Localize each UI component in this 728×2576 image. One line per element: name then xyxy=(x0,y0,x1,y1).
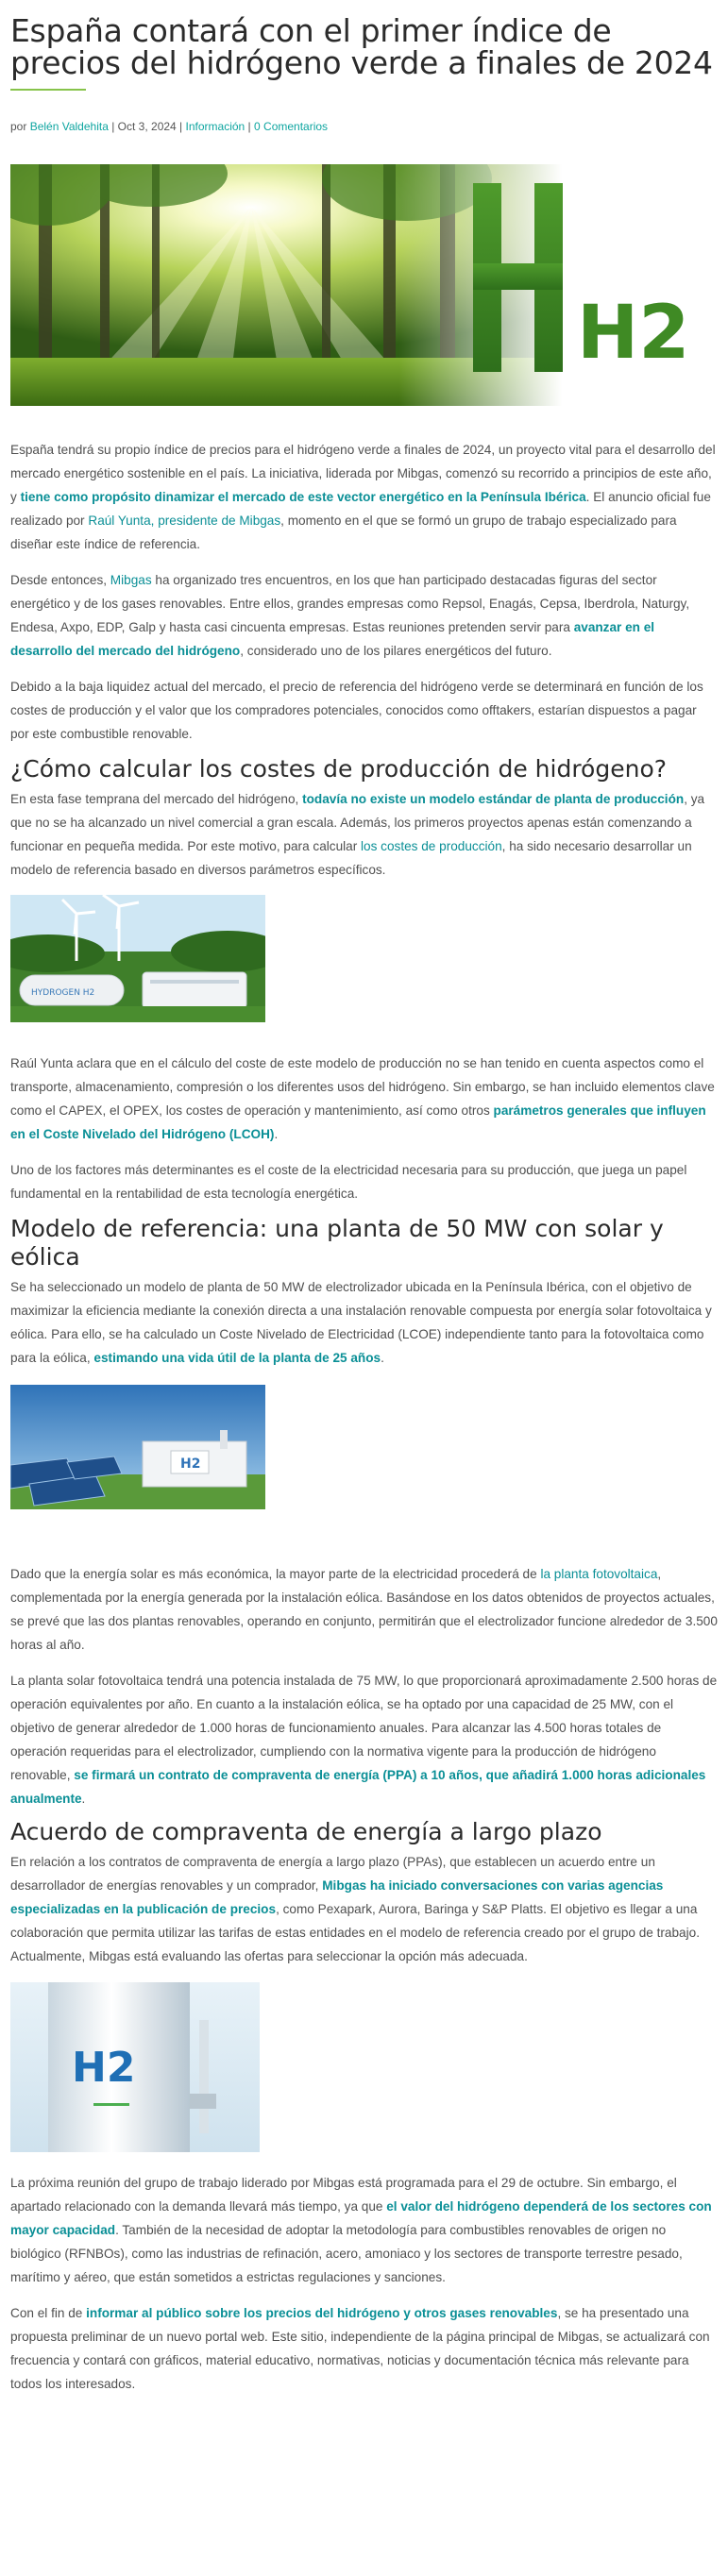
paragraph: Debido a la baja liquidez actual del mercado, el precio de referencia del hidrógeno verde se determinará en función de los costes de producción y el valor que los compradores potenciales, conocidos como offtakers, estarían dispuestos a pagar por este combustible renovable. xyxy=(10,680,703,741)
section-heading: ¿Cómo calcular los costes de producción de hidrógeno? xyxy=(10,755,668,783)
paragraph xyxy=(10,1052,718,1146)
paragraph xyxy=(10,438,718,556)
text: España tendrá su propio índice de precios para el hidrógeno verde a finales de 2024, un proyecto vital para el desarrollo del mercado energético sostenible en el país. La iniciativa, liderada por Mibgas, comenzó su recorrido a principios de este año, y xyxy=(10,443,716,504)
inline-link[interactable]: los costes de producción xyxy=(361,839,502,853)
text: . xyxy=(274,1127,279,1141)
inline-link[interactable]: todavía no existe un modelo estándar de planta de producción xyxy=(302,792,685,806)
text: La planta solar fotovoltaica tendrá una potencia instalada de 75 MW, lo que proporcionará aproximadamente 2.500 horas de operación equivalentes por año. En cuanto a la instalación eólica, se ha optado por una capacidad de 25 MW, con el objetivo de generar alrededor de 1.000 horas de funcionamiento anuales. Para alcanzar las 4.500 horas totales de operación requeridas para el electrolizador, cumpliendo con la normativa vigente para la producción de hidrógeno renovable, xyxy=(10,1674,718,1782)
text: , ya que no se ha alcanzado un nivel comercial a gran escala. Además, los primeros proyectos apenas están comenzando a funcionar en pequeña medida. Por este motivo, para calcular xyxy=(10,792,705,853)
solar-hydrogen-image xyxy=(10,1385,265,1509)
inline-link[interactable]: Mibgas ha iniciado conversaciones con varias agencias especializadas en la publicación de precios xyxy=(10,1878,664,1916)
hydrogen-tanks-image xyxy=(10,895,265,1022)
text: , como Pexapark, Aurora, Baringa y S&P Platts. El objetivo es llegar a una colaboración que permita utilizar las tarifas de estas entidades en el modelo de referencia creado por el grupo de trabajo. Actualmente, Mibgas está evaluando las ofertas para seleccionar la opción más adecuada. xyxy=(10,1902,700,1963)
paragraph xyxy=(10,1850,718,1968)
article-title: España contará con el primer índice de precios del hidrógeno verde a finales de 2024 xyxy=(10,12,713,81)
text: . El anuncio oficial fue realizado por xyxy=(10,490,711,528)
inline-link[interactable]: Mibgas xyxy=(110,573,152,587)
text: En relación a los contratos de compraventa de energía a largo plazo (PPAs), que establecen un acuerdo entre un desarrollador de energías renovables y un comprador, xyxy=(10,1855,655,1893)
category-link[interactable]: Información xyxy=(185,120,245,133)
inline-link[interactable]: el valor del hidrógeno dependerá de los sectores con mayor capacidad xyxy=(10,2199,712,2237)
text: En esta fase temprana del mercado del hidrógeno, xyxy=(10,792,303,806)
text: . xyxy=(381,1351,384,1365)
paragraph xyxy=(10,2301,718,2396)
publish-date: Oct 3, 2024 xyxy=(117,120,177,133)
comments-link[interactable]: 0 Comentarios xyxy=(254,120,329,133)
paragraph xyxy=(10,2171,718,2289)
text: , ha sido necesario desarrollar un modelo de referencia basado en diversos parámetros específicos. xyxy=(10,839,692,877)
text: Se ha seleccionado un modelo de planta de 50 MW de electrolizador ubicada en la Península Ibérica, con el objetivo de maximizar la eficiencia mediante la conexión directa a una instalación renovable compuesta por energía solar fotovoltaica y eólica. Para ello, se ha calculado un Coste Nivelado de Electricidad (LCOE) independiente tanto para la fotovoltaica como para la eólica, xyxy=(10,1280,712,1365)
text: , momento en el que se formó un grupo de trabajo especializado para diseñar este índice de referencia. xyxy=(10,514,677,551)
text: , se ha presentado una propuesta preliminar de un nuevo portal web. Este sitio, independiente de la página principal de Mibgas, se actualizará con frecuencia y contará con gráficos, material educativo, normativas, noticias y documentación técnica más relevante para todos los interesados. xyxy=(10,2306,710,2391)
author-link[interactable]: Belén Valdehita xyxy=(29,120,109,133)
inline-link[interactable]: informar al público sobre los precios del hidrógeno y otros gases renovables xyxy=(86,2306,558,2320)
paragraph xyxy=(10,1669,718,1810)
text: Raúl Yunta aclara que en el cálculo del coste de este modelo de producción no se han tenido en cuenta aspectos como el transporte, almacenamiento, compresión o los diferentes usos del hidrógeno. Sin embargo, se han incluido elementos clave como el CAPEX, el OPEX, los costes de operación y mantenimiento, así como otros xyxy=(10,1056,715,1118)
paragraph xyxy=(10,1562,718,1657)
text: , complementada por la energía generada por la instalación eólica. Basándose en los datos obtenidos de proyectos actuales, se prevé que las dos plantas renovables, operando en conjunto, permitirán que el electrolizador funcione alrededor de 3.500 horas al año. xyxy=(10,1567,718,1652)
meta-separator: | xyxy=(245,120,255,133)
inline-link[interactable]: tiene como propósito dinamizar el mercado de este vector energético en la Península Ibérica xyxy=(20,490,586,504)
container-label: H2 xyxy=(180,1456,201,1472)
text: . También de la necesidad de adoptar la metodología para combustibles renovables de origen no biológico (RFNBOs), como las industrias de refinación, acero, amoniaco y los sectores de transporte terrestre pesado, marítimo y aéreo, que están sometidos a estrictas regulaciones y sanciones. xyxy=(10,2223,683,2284)
paragraph: Uno de los factores más determinantes es el coste de la electricidad necesaria para su producción, que juega un papel fundamental en la rentabilidad de esta tecnología energética. xyxy=(10,1163,687,1201)
text: . xyxy=(81,1792,86,1806)
inline-link[interactable]: estimando una vida útil de la planta de 25 años xyxy=(93,1351,381,1365)
meta-separator: | xyxy=(176,120,186,133)
tank-h2-text: H2 xyxy=(72,2044,136,2092)
text: La próxima reunión del grupo de trabajo liderado por Mibgas está programada para el 29 de octubre. Sin embargo, el apartado relacionado con la demanda llevará más tiempo, ya que xyxy=(10,2176,677,2214)
inline-link[interactable]: la planta fotovoltaica xyxy=(540,1567,658,1581)
text: ha organizado tres encuentros, en los que han participado destacadas figuras del sector energético y de los gases renovables. Entre ellos, grandes empresas como Repsol, Enagás, Cepsa, Iberdrola, Naturgy, Endesa, Axpo, EDP, Galp y hasta casi cincuenta empresas. Estas reuniones pretenden servir para xyxy=(10,573,690,634)
title-underline xyxy=(10,89,86,91)
text: Dado que la energía solar es más económica, la mayor parte de la electricidad procederá de xyxy=(10,1567,541,1581)
hero-image xyxy=(10,164,718,406)
paragraph xyxy=(10,568,718,663)
hero-h2-text: H2 xyxy=(577,291,690,376)
inline-link[interactable]: parámetros generales que influyen en el Coste Nivelado del Hidrógeno (LCOH) xyxy=(10,1103,706,1141)
article-meta xyxy=(10,119,718,134)
section-heading: Modelo de referencia: una planta de 50 MW con solar y eólica xyxy=(10,1215,664,1271)
meta-separator: | xyxy=(108,120,118,133)
paragraph xyxy=(10,1275,718,1370)
inline-link[interactable]: se firmará un contrato de compraventa de energía (PPA) a 10 años, que añadirá 1.000 horas adicionales anualmente xyxy=(10,1768,706,1806)
inline-link[interactable]: avanzar en el desarrollo del mercado del hidrógeno xyxy=(10,620,655,658)
paragraph xyxy=(10,787,718,882)
inline-link[interactable]: Raúl Yunta, presidente de Mibgas xyxy=(88,514,281,528)
tank-label: HYDROGEN H2 xyxy=(31,988,95,998)
article xyxy=(0,12,728,2396)
meta-prefix: por xyxy=(10,120,30,133)
text: Desde entonces, xyxy=(10,573,110,587)
section-heading: Acuerdo de compraventa de energía a largo plazo xyxy=(10,1818,602,1845)
text: , considerado uno de los pilares energéticos del futuro. xyxy=(240,644,552,658)
h2-tank-image xyxy=(10,1982,260,2152)
text: Con el fin de xyxy=(10,2306,87,2320)
